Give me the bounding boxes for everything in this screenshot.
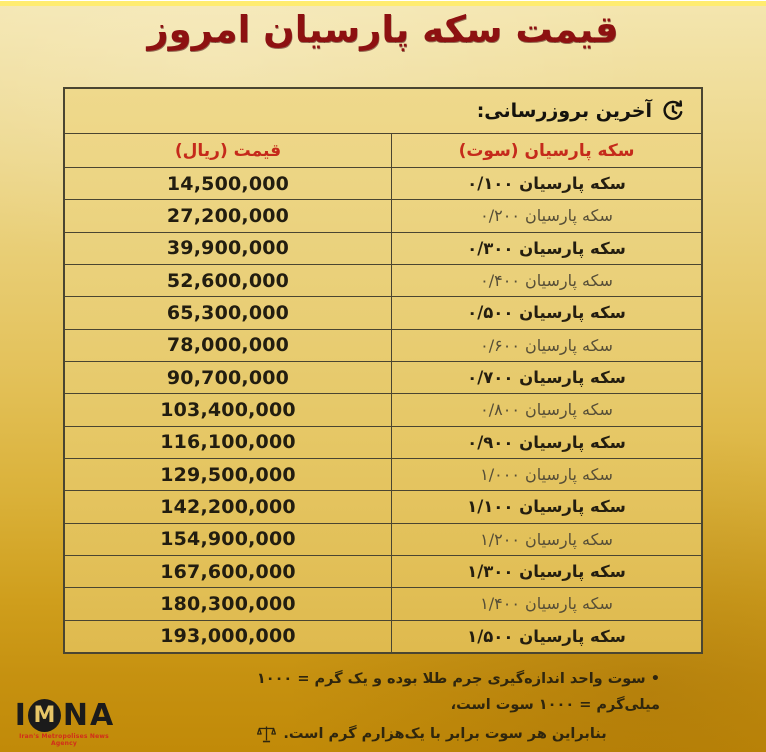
coin-name-cell: سکه پارسیان ۱/۱۰۰ (391, 491, 701, 522)
footnote-line-2-text: بنابراین هر سوت برابر با یک‌هزارم گرم است. (283, 726, 607, 742)
table-row (65, 458, 701, 490)
table-row (65, 199, 701, 231)
coin-name-cell: سکه پارسیان ۰/۶۰۰ (391, 330, 701, 361)
balance-scale-icon (257, 725, 276, 743)
price-cell: 116,100,000 (160, 431, 296, 454)
coin-name-cell: سکه پارسیان ۱/۴۰۰ (391, 588, 701, 619)
table-row (65, 168, 701, 199)
table-row (65, 264, 701, 296)
coin-name-cell: سکه پارسیان ۰/۴۰۰ (391, 265, 701, 296)
table-row (65, 296, 701, 328)
page-title: قیمت سکه پارسیان امروز (147, 8, 619, 51)
price-cell: 103,400,000 (160, 398, 296, 421)
table-row (65, 426, 701, 458)
column-header-coin: سکه پارسیان (سوت) (391, 134, 701, 167)
coin-name-cell: سکه پارسیان ۰/۳۰۰ (391, 233, 701, 264)
table-row (65, 329, 701, 361)
imna-logo-letters (8, 699, 120, 732)
coin-name-cell: سکه پارسیان ۰/۲۰۰ (391, 200, 701, 231)
coin-name-cell: سکه پارسیان ۰/۱۰۰ (391, 168, 701, 199)
imna-logo-tagline: Iran's Metropolises News Agency (19, 733, 109, 747)
top-accent-strip (0, 0, 766, 6)
coin-name-cell: سکه پارسیان ۰/۹۰۰ (391, 427, 701, 458)
logo-letter: N (62, 697, 89, 733)
logo-letter: A (90, 697, 114, 733)
logo-letter: I (14, 697, 26, 733)
price-cell: 154,900,000 (160, 528, 296, 551)
price-cell: 52,600,000 (166, 269, 290, 292)
price-cell: 167,600,000 (160, 560, 296, 583)
price-cell: 90,700,000 (166, 366, 290, 389)
last-update-row (65, 89, 701, 134)
table-row (65, 587, 701, 619)
coin-name-cell: سکه پارسیان ۱/۰۰۰ (391, 459, 701, 490)
price-cell: 27,200,000 (166, 204, 290, 227)
price-table (63, 87, 703, 654)
imna-logo (8, 699, 120, 747)
price-cell: 14,500,000 (166, 172, 290, 195)
coin-name-cell: سکه پارسیان ۱/۵۰۰ (391, 621, 701, 652)
table-row (65, 620, 701, 652)
footnote-line-1 (204, 666, 660, 718)
price-cell: 39,900,000 (166, 237, 290, 260)
table-row (65, 523, 701, 555)
table-body (65, 168, 701, 652)
clock-refresh-icon (661, 99, 685, 123)
footnote-line-1-text: سوت واحد اندازه‌گیری جرم طلا بوده و یک گرم = ۱۰۰۰ میلی‌گرم = ۱۰۰۰ سوت است، (256, 671, 660, 713)
coin-name-cell: سکه پارسیان ۰/۵۰۰ (391, 297, 701, 328)
price-cell: 193,000,000 (160, 625, 296, 648)
table-row (65, 232, 701, 264)
coin-name-cell: سکه پارسیان ۰/۷۰۰ (391, 362, 701, 393)
coin-name-cell: سکه پارسیان ۰/۸۰۰ (391, 394, 701, 425)
price-cell: 65,300,000 (166, 301, 290, 324)
footnote-bullet: • (650, 671, 660, 687)
table-row (65, 361, 701, 393)
footnote-line-2 (204, 721, 660, 747)
price-cell: 180,300,000 (160, 592, 296, 615)
coin-name-cell: سکه پارسیان ۱/۲۰۰ (391, 524, 701, 555)
table-row (65, 490, 701, 522)
table-row (65, 393, 701, 425)
last-update-label: آخرین بروزرسانی: (476, 100, 652, 122)
coin-name-cell: سکه پارسیان ۱/۳۰۰ (391, 556, 701, 587)
footnote (204, 666, 660, 747)
price-cell: 129,500,000 (160, 463, 296, 486)
table-row (65, 555, 701, 587)
price-cell: 78,000,000 (166, 334, 290, 357)
table-column-headers (65, 134, 701, 168)
logo-letter: M (28, 699, 61, 732)
column-header-price: قیمت (ریال) (174, 140, 282, 161)
price-cell: 142,200,000 (160, 495, 296, 518)
